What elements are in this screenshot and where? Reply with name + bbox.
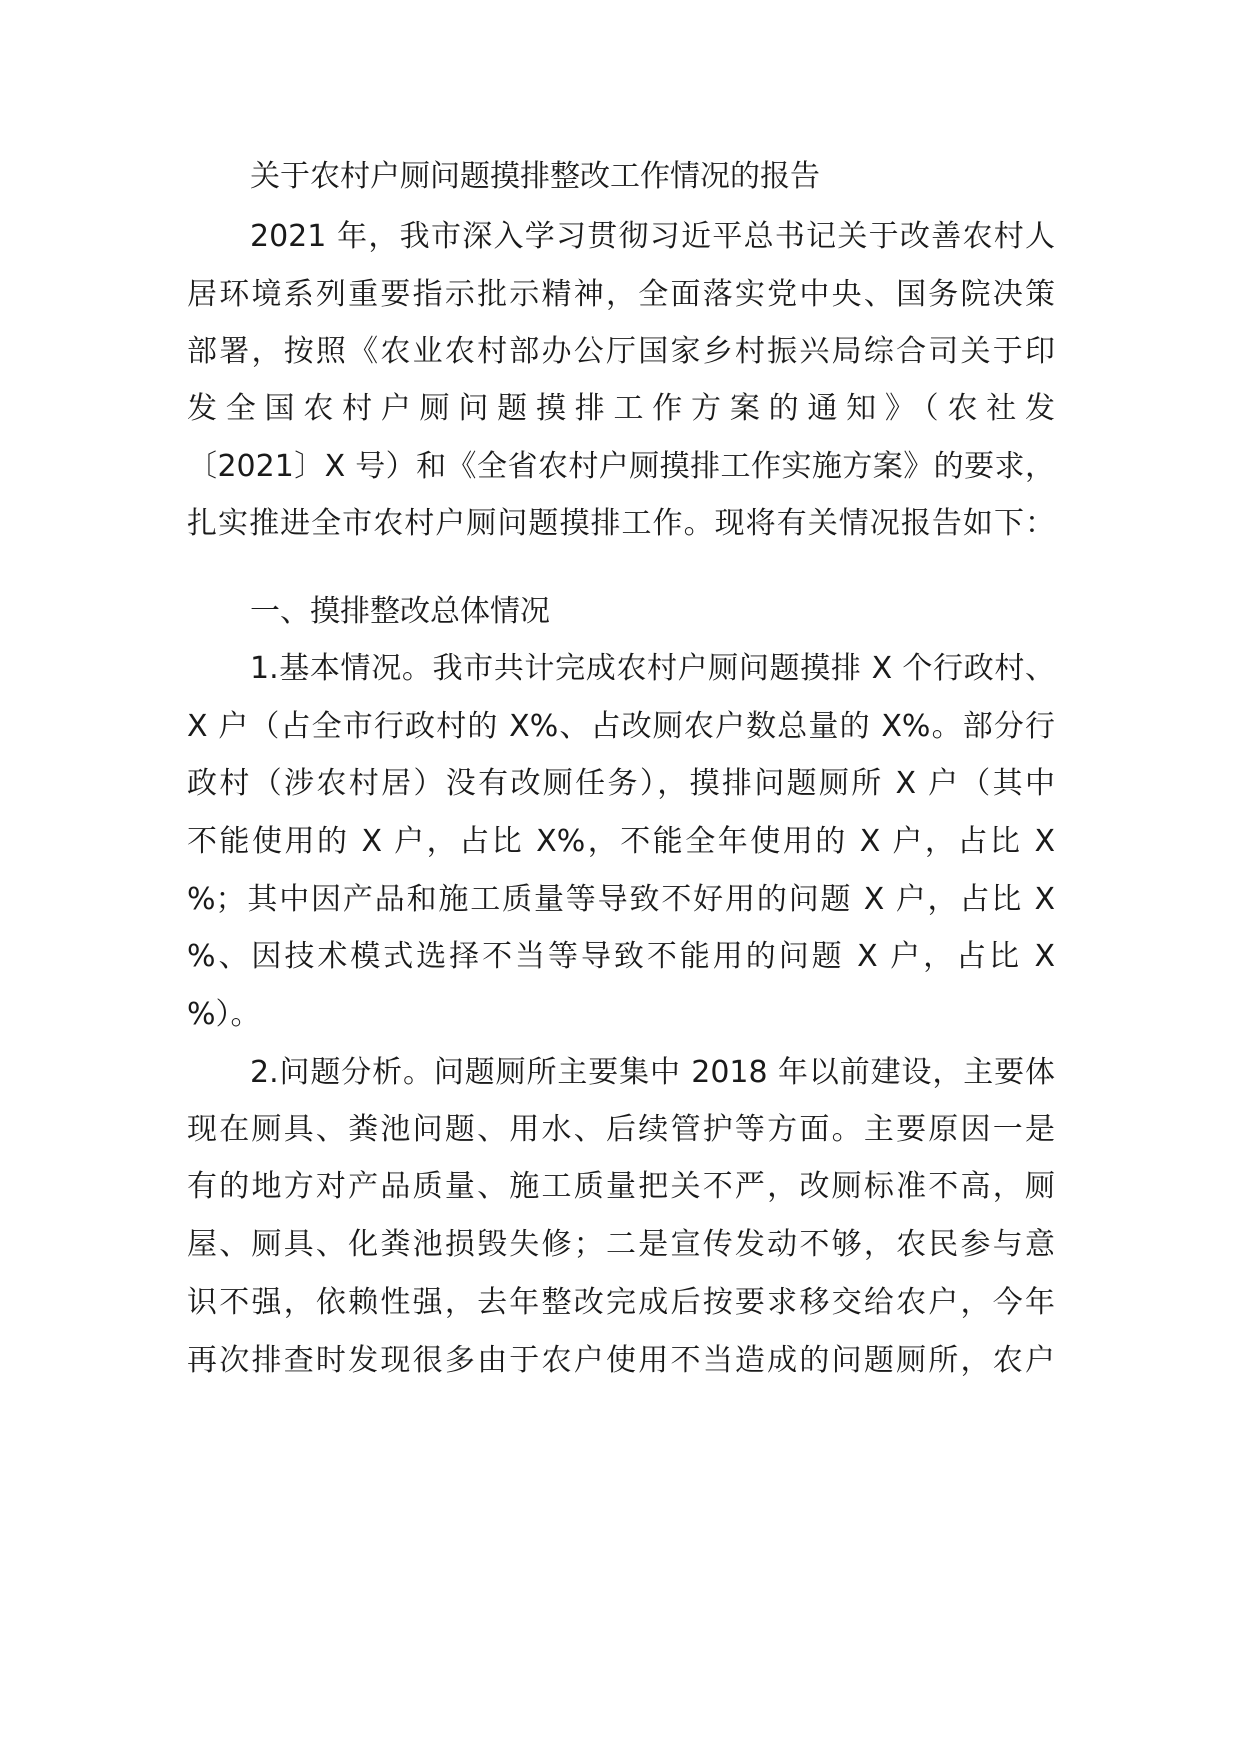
document-title: 关于农村户厕问题摸排整改工作情况的报告 bbox=[250, 159, 820, 194]
p2-line-6: 再次排查时发现很多由于农户使用不当造成的问题厕所，农户 bbox=[187, 1343, 1055, 1378]
p1-line-1: 1.基本情况。我市共计完成农村户厕问题摸排 X 个行政村、 bbox=[250, 651, 1055, 686]
intro-line-1: 2021 年，我市深入学习贯彻习近平总书记关于改善农村人 bbox=[250, 219, 1055, 254]
intro-line-3: 部署，按照《农业农村部办公厅国家乡村振兴局综合司关于印 bbox=[187, 334, 1055, 369]
p2-line-3: 有的地方对产品质量、施工质量把关不严，改厕标准不高，厕 bbox=[187, 1169, 1055, 1204]
intro-line-5: 〔2021〕X 号）和《全省农村户厕摸排工作实施方案》的要求， bbox=[187, 449, 1055, 484]
section-heading: 一、摸排整改总体情况 bbox=[250, 594, 550, 629]
p2-line-5: 识不强，依赖性强，去年整改完成后按要求移交给农户，今年 bbox=[187, 1285, 1055, 1320]
p2-line-4: 屋、厕具、化粪池损毁失修；二是宣传发动不够，农民参与意 bbox=[187, 1227, 1055, 1262]
p1-line-7: %）。 bbox=[187, 997, 261, 1032]
p2-line-2: 现在厕具、粪池问题、用水、后续管护等方面。主要原因一是 bbox=[187, 1112, 1055, 1147]
p1-line-3: 政村（涉农村居）没有改厕任务），摸排问题厕所 X 户（其中 bbox=[187, 766, 1055, 801]
intro-line-4: 发全国农村户厕问题摸排工作方案的通知》（农社发 bbox=[187, 391, 1055, 426]
p1-line-5: %；其中因产品和施工质量等导致不好用的问题 X 户，占比 X bbox=[187, 882, 1055, 917]
intro-line-6: 扎实推进全市农村户厕问题摸排工作。现将有关情况报告如下： bbox=[187, 506, 1055, 541]
p1-line-2: X 户（占全市行政村的 X%、占改厕农户数总量的 X%。部分行 bbox=[187, 709, 1055, 744]
p2-line-1: 2.问题分析。问题厕所主要集中 2018 年以前建设，主要体 bbox=[250, 1055, 1055, 1090]
intro-line-2: 居环境系列重要指示批示精神，全面落实党中央、国务院决策 bbox=[187, 277, 1055, 312]
p1-line-4: 不能使用的 X 户，占比 X%，不能全年使用的 X 户，占比 X bbox=[187, 824, 1055, 859]
p1-line-6: %、因技术模式选择不当等导致不能用的问题 X 户，占比 X bbox=[187, 939, 1055, 974]
